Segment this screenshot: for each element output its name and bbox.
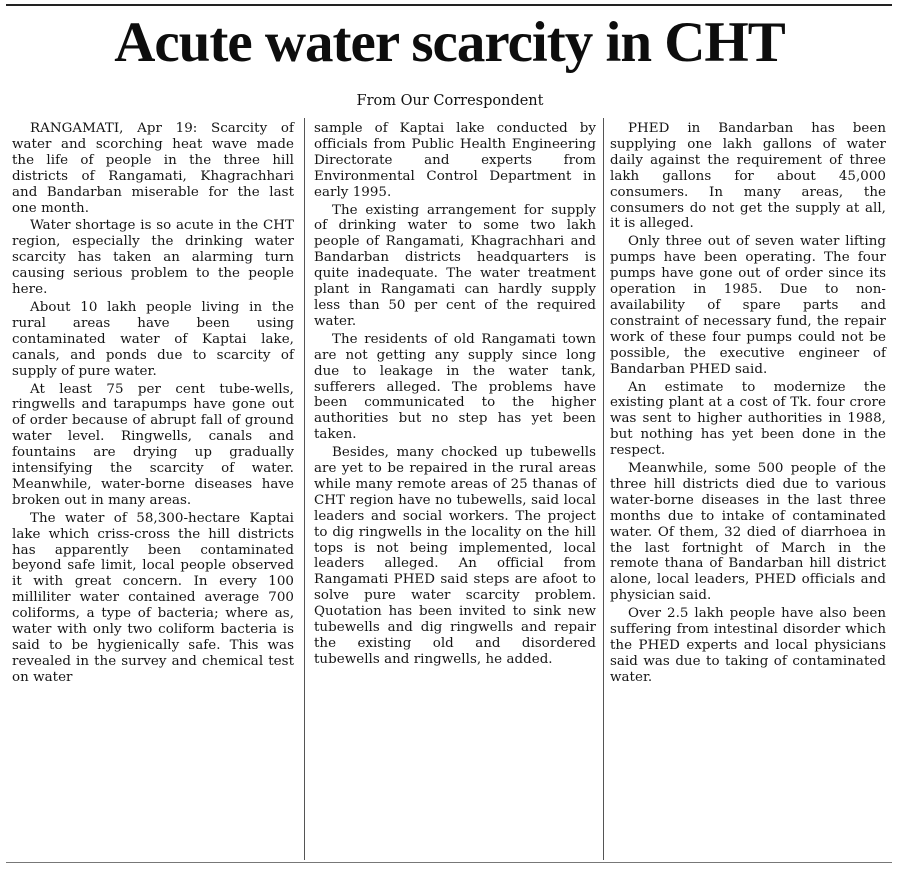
bottom-rule xyxy=(6,862,892,863)
article-column-3 xyxy=(610,121,886,688)
paragraph: The existing arrangement for supply of drinking water to some two lakh people of Rangamati, Khagrachhari and Bandarban districts headquarters is quite inadequate. The water treatment plant in Rangamati can hardly supply less than 50 per cent of the required water. xyxy=(314,202,596,329)
column-divider-2 xyxy=(603,118,604,860)
paragraph: Only three out of seven water lifting pumps have been operating. The four pumps have gone out of order since its operation in 1985. Due to non-availability of spare parts and constraint of necessary fund, the repair work of these four pumps could not be possible, the executive engineer of Bandarban PHED said. xyxy=(610,234,886,377)
paragraph: The water of 58,300-hectare Kaptai lake which criss-cross the hill districts has apparently been contaminated beyond safe limit, local people observed it with great concern. In every 100 milliliter water contained average 700 coliforms, a type of bacteria; where as, water with only two coliform bacteria is said to be hygienically safe. This was revealed in the survey and chemical test on water xyxy=(12,510,294,685)
paragraph: Besides, many chocked up tubewells are yet to be repaired in the rural areas while many remote areas of 25 thanas of CHT region have no tubewells, said local leaders and social workers. The project to dig ringwells in the locality on the hill tops is not being implemented, local leaders alleged. An official from Rangamati PHED said steps are afoot to solve pure water scarcity problem. Quotation has been invited to sink new tubewells and dig ringwells and repair the existing old and disordered tubewells and ringwells, he added. xyxy=(314,445,596,667)
top-rule xyxy=(6,4,892,6)
byline: From Our Correspondent xyxy=(356,93,544,109)
paragraph: Meanwhile, some 500 people of the three hill districts died due to various water-borne diseases in the last three months due to intake of contaminated water. Of them, 32 died of diarrhoea in the last fortnight of March in the remote thana of Bandarban hill district alone, local leaders, PHED officials and physician said. xyxy=(610,461,886,604)
column-divider-1 xyxy=(304,118,305,860)
paragraph: Water shortage is so acute in the CHT region, especially the drinking water scarcity has taken an alarming turn causing serious problem to the people here. xyxy=(12,218,294,298)
paragraph: PHED in Bandarban has been supplying one lakh gallons of water daily against the requirement of three lakh gallons for about 45,000 consumers. In many areas, the consumers do not get the supply at all, it is alleged. xyxy=(610,121,886,232)
paragraph: Over 2.5 lakh people have also been suffering from intestinal disorder which the PHED experts and local physicians said was due to taking of contaminated water. xyxy=(610,606,886,685)
headline: Acute water scarcity in CHT xyxy=(114,11,785,74)
paragraph: About 10 lakh people living in the rural areas have been using contaminated water of Kaptai lake, canals, and ponds due to scarcity of supply of pure water. xyxy=(12,299,294,379)
paragraph: At least 75 per cent tube-wells, ringwells and tarapumps have gone out of order because of abrupt fall of ground water level. Ringwells, canals and fountains are drying up gradually intensifying the scarcity of water. Meanwhile, water-borne diseases have broken out in many areas. xyxy=(12,381,294,508)
article-column-1 xyxy=(12,121,294,688)
paragraph-dateline: RANGAMATI, Apr 19: Scarcity of water and scorching heat wave made the life of people in the three hill districts of Rangamati, Khagrachhari and Bandarban miserable for the last one month. xyxy=(12,121,294,216)
paragraph: The residents of old Rangamati town are not getting any supply since long due to leakage in the water tank, sufferers alleged. The problems have been communicated to the higher authorities but no step has yet been taken. xyxy=(314,331,596,443)
paragraph: An estimate to modernize the existing plant at a cost of Tk. four crore was sent to higher authorities in 1988, but nothing has yet been done in the respect. xyxy=(610,379,886,459)
article-column-2 xyxy=(314,121,596,670)
paragraph-continued: sample of Kaptai lake conducted by officials from Public Health Engineering Directorate and experts from Environmental Control Department in early 1995. xyxy=(314,121,596,200)
